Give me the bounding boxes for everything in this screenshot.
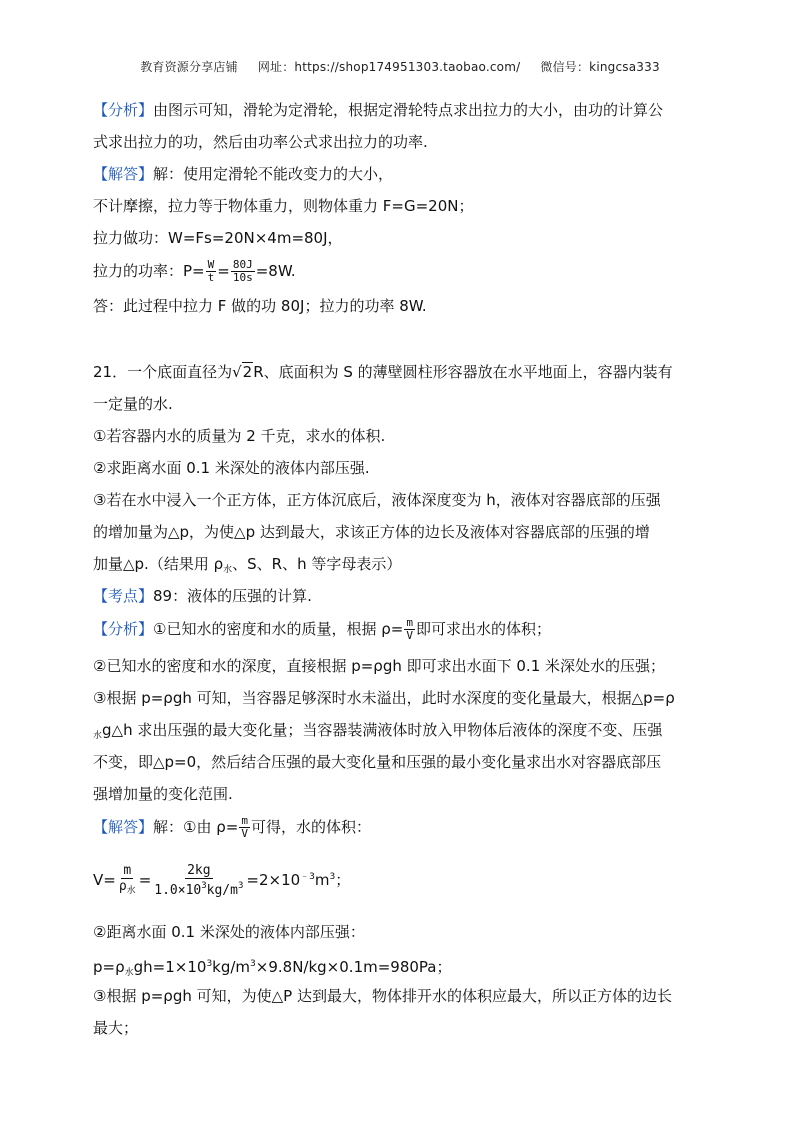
kaodian-tag: 【考点】 xyxy=(93,587,154,605)
q20-analysis-line-1: 【分析】由图示可知，滑轮为定滑轮，根据定滑轮特点求出拉力的大小，由功的计算公 xyxy=(93,101,664,119)
q21-analysis-line-2: ②已知水的密度和水的深度，直接根据 p=ρgh 即可求出水面下 0.1 米深处水的压强； xyxy=(93,657,666,675)
q21-analysis-line-1: 【分析】①已知水的密度和水的质量，根据 ρ= $\frac{m}{V}$ 即可求出水的体积； xyxy=(93,616,551,642)
fraction-m-over-v: $\frac{m}{V}$ xyxy=(241,814,248,840)
q21-part-3-line-3: 加量△p.（结果用 $\rho_水$、S、R、h 等字母表示） xyxy=(93,555,402,575)
answer-tag: 【解答】 xyxy=(93,165,154,183)
fraction-w-over-t: $\frac{W}{t}$ xyxy=(207,258,215,284)
q21-part-3-line-1: ③若在水中浸入一个正方体，正方体沉底后，液体深度变为 h，液体对容器底部的压强 xyxy=(93,491,661,509)
fraction-mass-over-density: $\frac{2kg}{1.0\times 10^3kg/m^3}$ xyxy=(154,863,244,898)
q21-part-1: ①若容器内水的质量为 2 千克，求水的体积. xyxy=(93,427,386,445)
fraction-80j-over-10s: $\frac{80J}{10s}$ xyxy=(232,258,253,284)
fraction-m-over-v: $\frac{m}{V}$ xyxy=(406,616,413,642)
q21-stem-line-2: 一定量的水. xyxy=(93,395,173,413)
analysis-tag: 【分析】 xyxy=(93,620,154,638)
page-header xyxy=(0,58,800,75)
shop-url: 网址：https://shop174951303.taobao.com/ xyxy=(257,60,521,74)
q21-volume-formula: V= $\frac{m}{\rho_水}$ = $\frac{2kg}{1.0\times 10^3kg/m^3}$ $=2\times 10^{﹣3}m^3$； xyxy=(93,862,351,898)
shop-name: 教育资源分享店铺 xyxy=(140,60,238,74)
q20-conclusion: 答：此过程中拉力 F 做的功 80J；拉力的功率 8W. xyxy=(93,297,427,315)
q20-answer-line-2: 不计摩擦，拉力等于物体重力，则物体重力 F=G=20N； xyxy=(93,197,474,215)
q21-part-3-line-2: 的增加量为△p，为使△p 达到最大，求该正方体的边长及液体对容器底部的压强的增 xyxy=(93,523,650,541)
q21-answer-line-3: ③根据 p=ρgh 可知，为使△P 达到最大，物体排开水的体积应最大，所以正方体的边长 xyxy=(93,987,672,1005)
q20-answer-line-1: 【解答】解：使用定滑轮不能改变力的大小， xyxy=(93,165,394,183)
q21-answer-line-4: 最大； xyxy=(93,1019,139,1037)
q21-answer-line-1: 【解答】解：①由 ρ= $\frac{m}{V}$ 可得，水的体积： xyxy=(93,814,371,840)
q21-pressure-formula: $p=\rho_水gh=1\times 10^3kg/m^3\times 9.8N/kg\times 0.1m=980Pa$； xyxy=(93,958,452,978)
q21-part-2: ②求距离水面 0.1 米深处的液体内部压强. xyxy=(93,459,370,477)
answer-tag: 【解答】 xyxy=(93,818,154,836)
sqrt-symbol: √2 xyxy=(232,363,253,381)
q21-answer-line-2: ②距离水面 0.1 米深处的液体内部压强： xyxy=(93,923,365,941)
q20-power-formula: 拉力的功率：P= $\frac{W}{t}$ = $\frac{80J}{10s}$ =8W. xyxy=(93,258,296,284)
q21-stem-line-1: 21．一个底面直径为√2R、底面积为 S 的薄壁圆柱形容器放在水平地面上，容器内装有 xyxy=(93,363,673,381)
q21-analysis-line-3: ③根据 p=ρgh 可知，当容器足够深时水未溢出，此时水深度的变化量最大，根据△p=ρ xyxy=(93,689,675,707)
q20-answer-line-3: 拉力做功：W=Fs=20N×4m=80J， xyxy=(93,229,343,247)
fraction-m-over-rho: $\frac{m}{\rho_水}$ xyxy=(118,862,136,896)
analysis-tag: 【分析】 xyxy=(93,101,154,119)
wechat-id: 微信号：kingcsa333 xyxy=(540,60,660,74)
q20-analysis-line-2: 式求出拉力的功，然后由功率公式求出拉力的功率. xyxy=(93,133,428,151)
q21-kaodian: 【考点】89：液体的压强的计算. xyxy=(93,587,312,605)
q21-analysis-line-6: 强增加量的变化范围. xyxy=(93,785,233,803)
q21-analysis-line-4: $_水$g△h 求出压强的最大变化量；当容器装满液体时放入甲物体后液体的深度不变、压强 xyxy=(93,721,663,741)
q21-analysis-line-5: 不变，即△p=0，然后结合压强的最大变化量和压强的最小变化量求出水对容器底部压 xyxy=(93,753,662,771)
